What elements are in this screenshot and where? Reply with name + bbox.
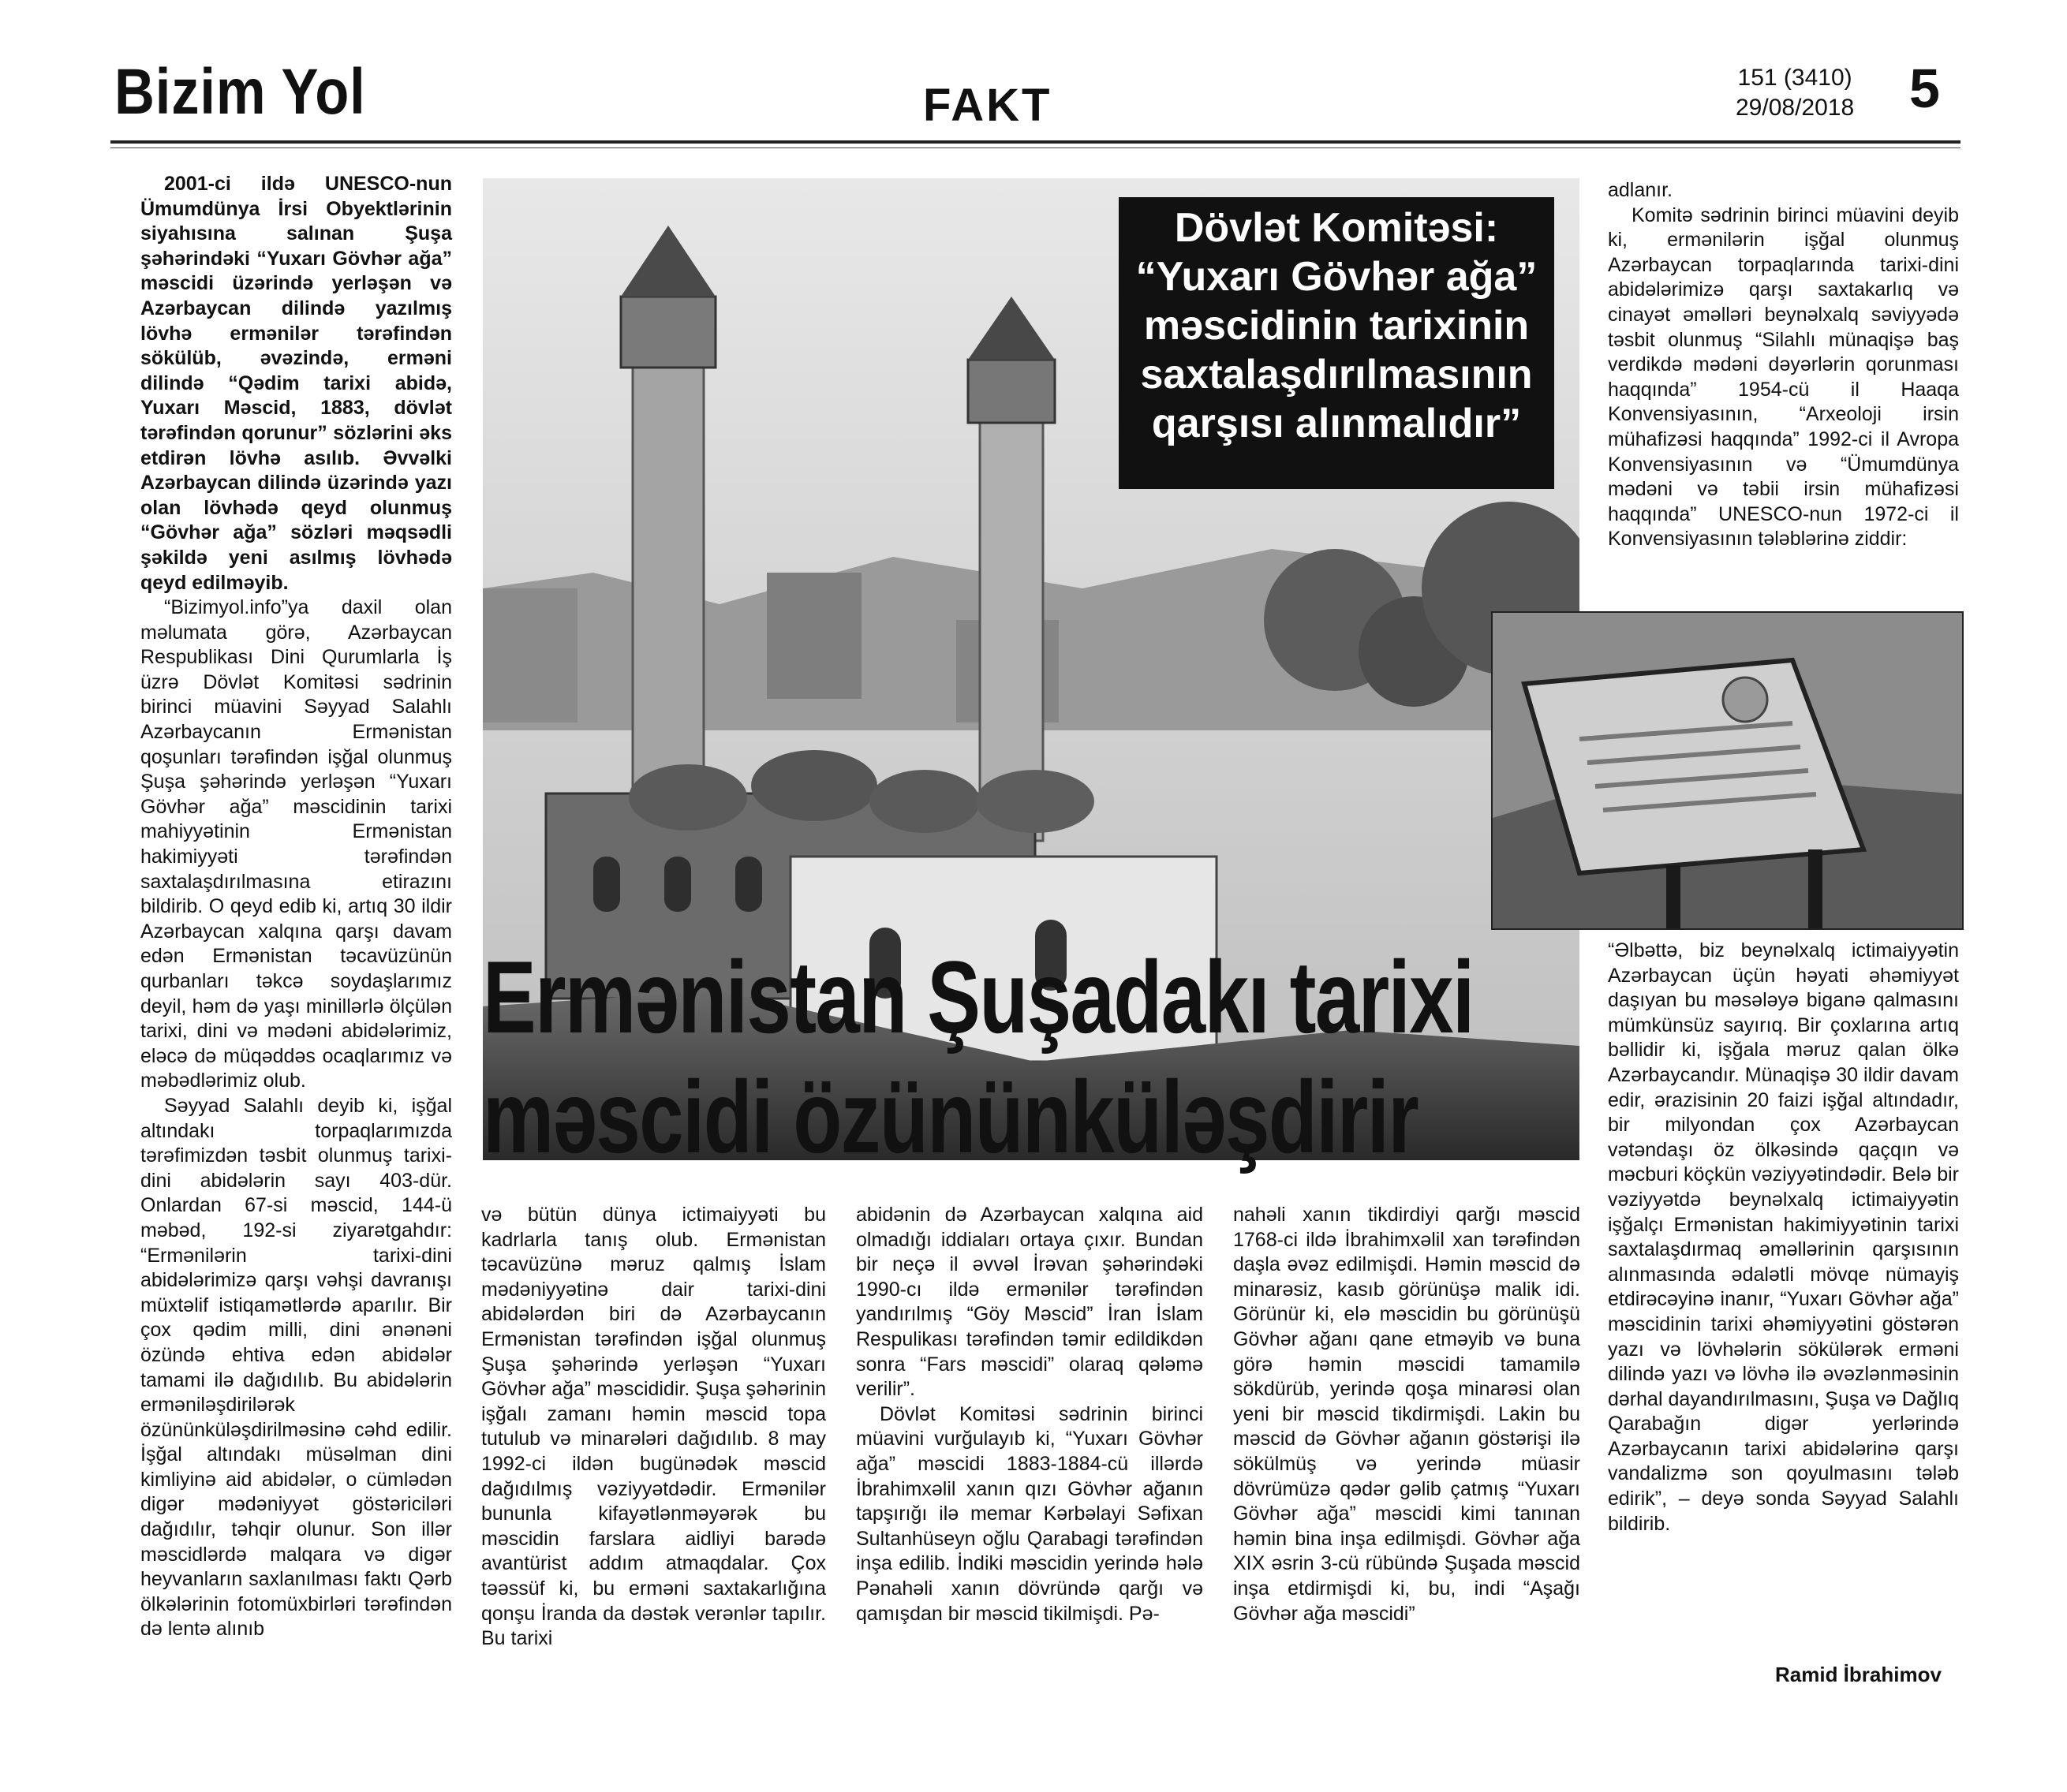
- page-number: 5: [1909, 58, 1940, 119]
- paragraph: “Bizimyol.info”ya daxil olan məlumata görə, Azərbaycan Respublikası Dini Qurumlarla İş üzrə Dövlət Komitəsi sədrinin birinci müavini Səyyad Salahlı Azərbaycanın Ermənistan qoşunları tərəfindən işğal olunmuş Şuşa şəhərində yerləşən “Yuxarı Gövhər ağa” məscidinin tarixi mahiyyətinin Ermənistan hakimiyyəti tərəfindən saxtalaşdırılmasına etirazını bildirib. O qeyd edib ki, artıq 30 ildir Azərbaycan xalqına qarşı davam edən Ermənistan təcavüzünün qurbanları təkcə soydaşlarımız deyil, həm də yaşı minillərlə ölçülən tarixi, dini və mədəni abidələrimiz, eləcə də müqəddəs ocaqlarımız və məbədlərimiz olub.: [140, 596, 452, 1092]
- headline: [483, 937, 1474, 1177]
- kicker-line: saxtalaşdırılmasının: [1140, 352, 1533, 398]
- paragraph: Dövlət Komitəsi sədrinin birinci müavini vurğulayıb ki, “Yuxarı Gövhər ağa” məscidi 1883-1884-cü illərdə İbrahimxəlil xanın qızı Gövhər ağanın tapşırığı ilə memar Kərbəlayi Səfixan Sultanhüseyn oğlu Qarabagi tərəfindən inşa edilib. İndiki məscidin yerində hələ Pənahəli xanın dövründə qarğı və qamışdan bir məscid tikilmişdi. Pə-: [856, 1402, 1203, 1625]
- issue-number: 151 (3410): [1737, 65, 1852, 91]
- author-byline: Ramid İbrahimov: [1775, 1663, 1942, 1686]
- plaque-photo: [1491, 611, 1964, 930]
- kicker-line: qarşısı alınmalıdır”: [1151, 401, 1522, 446]
- plaque-illustration: [1493, 613, 1962, 928]
- kicker-line: məscidinin tarixinin: [1143, 303, 1530, 349]
- masthead: Bizim Yol: [114, 56, 366, 128]
- article-column-2: [481, 1203, 826, 1652]
- article-column-5-bottom: [1608, 939, 1959, 1536]
- headline-line-1: Ermənistan Şuşadakı tarixi: [483, 939, 1474, 1055]
- header-rule-thin: [110, 147, 1960, 148]
- paragraph: və bütün dünya ictimaiyyəti bu kadrlarla tanış olub. Ermənistan təcavüzünə məruz qalmış İslam mədəniyyətinə dair tarixi-dini abidələrdən biri də Azərbaycanın Ermənistan tərəfindən işğal olunmuş Şuşa şəhərində yerləşən “Yuxarı Gövhər ağa” məscididir. Şuşa şəhərinin işğalı zamanı həmin məscid topa tutulub və minarələri dağıdılıb. 8 may 1992-ci ildən bugünədək məscid dağıdılmış vəziyyətdədir. Ermənilər bununla kifayətlənməyərək bu məscidin farslara aidliyi barədə avantürist addım atmaqdalar. Çox təəssüf ki, bu erməni saxtakarlığına qonşu İranda da dəstək verənlər tapılır. Bu tarixi: [481, 1204, 826, 1650]
- lead-paragraph: 2001-ci ildə UNESCO-nun Ümumdünya İrsi Obyektlərinin siyahısına salınan Şuşa şəhərindəki “Yuxarı Gövhər ağa” məscidi üzərində yerləşən və Azərbaycan dilində yazılmış lövhə ermənilər tərəfindən sökülüb, əvəzində, erməni dilində “Qədim tarixi abidə, Yuxarı Məscid, 1883, dövlət tərəfindən qorunur” sözlərini əks etdirən lövhə asılıb. Əvvəlki Azərbaycan dilində üzərində yazı olan lövhədə qeyd olunmuş “Gövhər ağa” sözləri məqsədli şəkildə yeni asılmış lövhədə qeyd edilməyib.: [140, 173, 452, 594]
- article-column-1: [140, 172, 452, 1642]
- section-label: FAKT: [923, 80, 1052, 131]
- paragraph: abidənin də Azərbaycan xalqına aid olmadığı iddiaları ortaya çıxır. Bundan bir neçə il əvvəl İrəvan şəhərindəki 1990-cı ildə ermənilər tərəfindən yandırılmış “Göy Məscid” İran İslam Respulikası tərəfindən təmir edildikdən sonra “Fars məscidi” olaraq qələmə verilir”.: [856, 1204, 1203, 1401]
- article-column-3: [856, 1203, 1203, 1626]
- kicker-box: [1119, 197, 1554, 489]
- paragraph: “Əlbəttə, biz beynəlxalq ictimaiyyətin Azərbaycan üçün həyati əhəmiyyət daşıyan bu məsələyə biganə qalmasını mümkünsüz sayırıq. Bir çoxlarına artıq bəllidir ki, işğala məruz qalan ölkə Azərbaycandır. Münaqişə 30 ildir davam edir, ərazisinin 20 faizi işğal altındadır, bir milyondan çox Azərbaycan vətəndaşı öz ölkəsində qaçqın və məcburi köçkün vəziyyətindədir. Belə bir vəziyyətdə beynəlxalq ictimaiyyətin işğalçı Ermənistan hakimiyyətinin tarixi saxtalaşdırmaq əməllərinin qarşısının alınmasında ədalətli mövqe nümayiş etdirəcəyinə inanır, “Yuxarı Gövhər ağa” məscidinin tarixi əhəmiyyətini göstərən yazı və lövhələrin sökülərək erməni dilində yazı və lövhə ilə əvəzlənməsinin dərhal dayandırılmasını, Şuşa və Dağlıq Qarabağın digər yerlərində Azərbaycanın tarixi abidələrinə qarşı vandalizmə son qoyulmasını tələb edirik”, – deyə sonda Səyyad Salahlı bildirib.: [1608, 939, 1959, 1535]
- issue-info: [1736, 63, 1854, 123]
- paragraph: adlanır.: [1608, 179, 1673, 201]
- issue-date: 29/08/2018: [1736, 95, 1855, 121]
- kicker-line: “Yuxarı Gövhər ağa”: [1135, 254, 1538, 300]
- headline-line-2: məscidi özününküləşdirir: [483, 1059, 1418, 1174]
- paragraph: Səyyad Salahlı deyib ki, işğal altındakı torpaqlarımızda tərəfimizdən təsbit olunmuş tarixi-dini abidələrin sayı 403-dür. Onlardan 67-si məscid, 144-ü məbəd, 192-si ziyarətgahdır: “Ermənilərin tarixi-dini abidələrimizə qarşı vəhşi davranışı müxtəlif istiqamətlərdə aparılır. Bir çox qədim milli, dini ənənəni özündə ehtiva edən abidələr tamami ilə dağıdılıb. Bu abidələrin erməniləşdirilərək özününküləşdirilməsinə cəhd edilir. İşğal altındakı müsəlman dini kimliyinə aid abidələr, o cümlədən digər mədəniyyət göstəriciləri dağıdılır, təhqir olunur. Son illər məscidlərdə malqara və digər heyvanların saxlanılması faktı Qərb ölkələrinin fotomüxbirləri tərəfindən də lentə alınıb: [140, 1094, 452, 1641]
- kicker-line: Dövlət Komitəsi:: [1174, 205, 1499, 251]
- paragraph: Komitə sədrinin birinci müavini deyib ki, ermənilərin işğal olunmuş Azərbaycan torpaqlarında tarixi-dini abidələrimizə qarşı saxtakarlıq və cinayət əməlləri beynəlxalq səviyyədə təsbit olunmuş “Silahlı münaqişə baş verdikdə mədəni dəyərlərin qorunması haqqında” 1954-cü il Haaqa Konvensiyasının, “Arxeoloji irsin mühafizəsi haqqında” 1992-ci il Avropa Konvensiyasının və “Ümumdünya mədəni və təbii irsin mühafizəsi haqqında” UNESCO-nun 1972-ci il Konvensiyasının tələblərinə ziddir:: [1608, 203, 1959, 551]
- header-rule: [110, 140, 1960, 144]
- article-column-5-top: [1608, 178, 1959, 552]
- paragraph: nahəli xanın tikdirdiyi qarğı məscid 1768-ci ildə İbrahimxəlil xan tərəfindən daşla əvəz edilmişdi. Həmin məscid də minarəsiz, kasıb görünüşə malik idi. Görünür ki, elə məscidin bu görünüşü Gövhər ağanı qane etməyib və buna görə həmin məscidi tamamilə sökdürüb, yerində qoşa minarəsi olan yeni bir məscid tikdirmişdi. Lakin bu məscid də Gövhər ağanın göstərişi ilə sökülmüş və yerində müasir dövrümüzə qədər gəlib çatmış “Yuxarı Gövhər ağa” məscidi kimi tanınan həmin bina inşa edilmişdi. Gövhər ağa XIX əsrin 3-cü rübündə Şuşada məscid inşa etdirmişdi ki, bu, indi “Aşağı Gövhər ağa məscidi”: [1233, 1204, 1580, 1625]
- article-column-4: [1233, 1203, 1580, 1626]
